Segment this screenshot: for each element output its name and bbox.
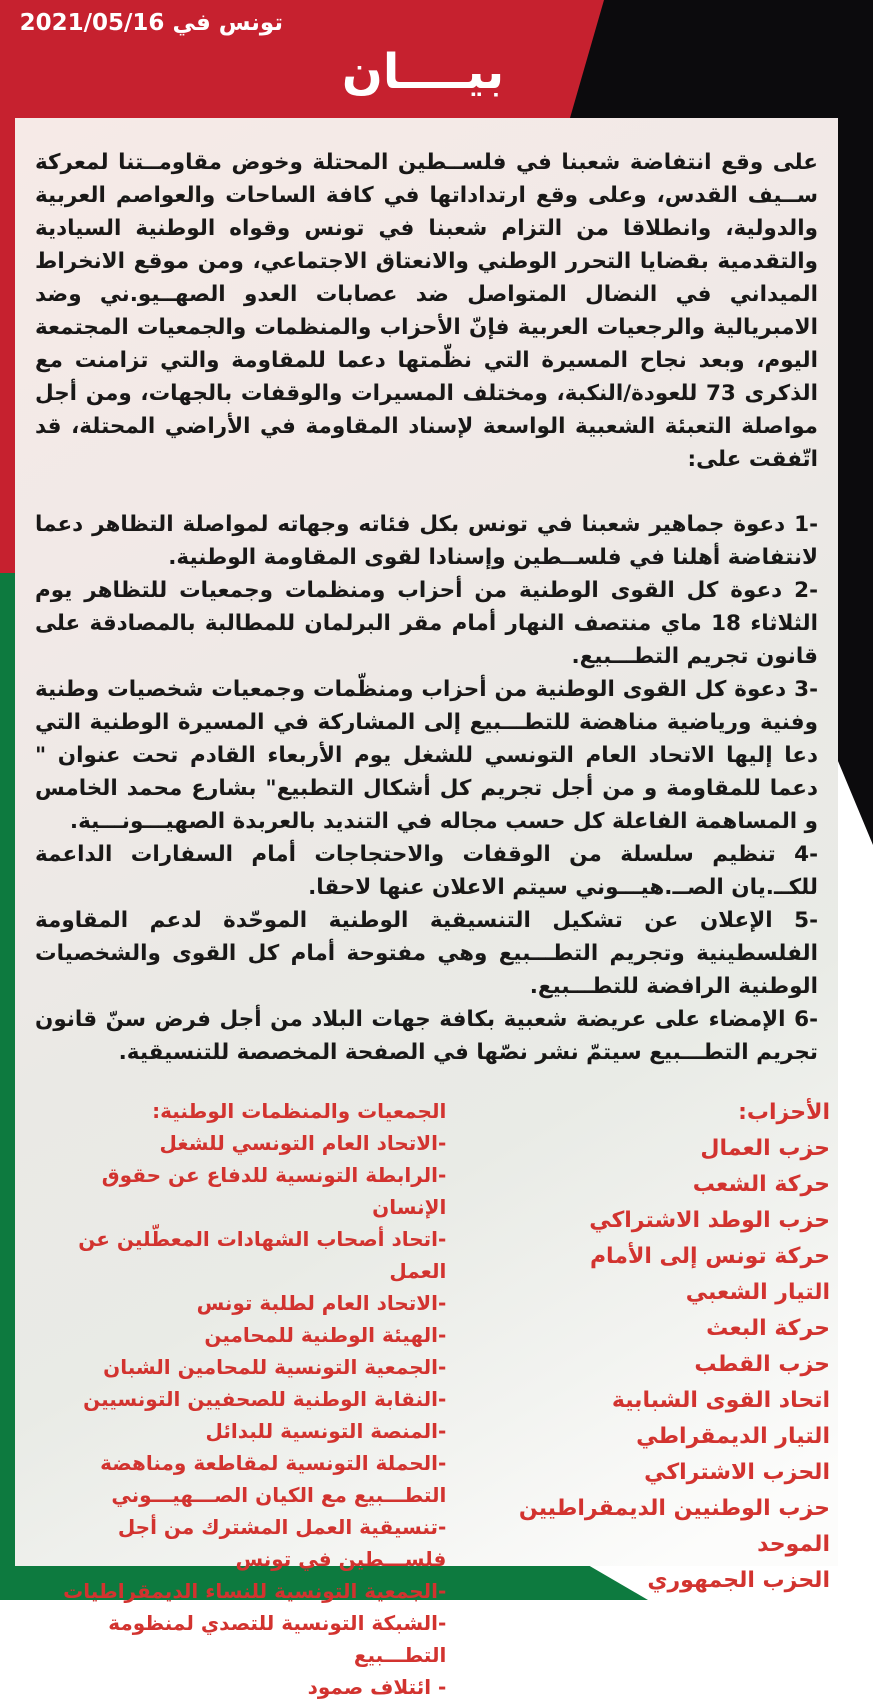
party-item: حزب الوطنيين الديمقراطيين الموحد bbox=[518, 1496, 830, 1557]
statement-point-2: -2 دعوة كل القوى الوطنية من أحزاب ومنظمات وجمعيات للتظاهر يوم الثلاثاء 18 ماي منتصف النهار أمام مقر البرلمان للمطالبة بالمصادقة على قانون تجريم التطـــبيع. bbox=[35, 578, 818, 669]
organization-item: -الهيئة الوطنية للمحامين bbox=[204, 1323, 447, 1347]
organization-item: -الحملة التونسية لمقاطعة ومناهضة التطـــبيع مع الكيان الصـــهيـــوني bbox=[100, 1451, 447, 1507]
party-item: حزب العمال bbox=[700, 1136, 830, 1161]
organization-item: -الاتحاد العام لطلبة تونس bbox=[196, 1291, 447, 1315]
organization-item: -الجمعية التونسية للمحامين الشبان bbox=[103, 1355, 447, 1379]
statement-point-3: -3 دعوة كل القوى الوطنية من أحزاب ومنظّمات وجمعيات شخصيات وطنية وفنية ورياضية مناهضة للتطـــبيع إلى المشاركة في المسيرة الوطنية التي دعا إليها الاتحاد العام التونسي للشغل يوم الأربعاء القادم تحت عنوان " دعما للمقاومة و من أجل تجريم كل أشكال التطبيع" بشارع محمد الخامس و المساهمة الفاعلة كل حسب مجاله في التنديد بالعربدة الصهيـــونـــية. bbox=[35, 677, 818, 834]
intro-paragraph: على وقع انتفاضة شعبنا في فلســطين المحتلة وخوض مقاومــتنا لمعركة ســيف القدس، وعلى وقع ارتداداتها في كافة الساحات والعواصم العربية والدولية، وانطلاقا من التزام شعبنا في تونس وقواه الوطنية السيادية والتقدمية بقضايا التحرر الوطني والانعتاق الاجتماعي، ومن موقع الانخراط الميداني في النضال المتواصل ضد عصابات العدو الصهــيو.ني وضد الامبريالية والرجعيات العربية فإنّ الأحزاب والمنظمات والجمعيات المجتمعة اليوم، وبعد نجاح المسيرة التي نظّمتها دعما للمقاومة والتي تزامنت مع الذكرى 73 للعودة/النكبة، ومختلف المسيرات والوقفات بالجهات، ومن أجل مواصلة التعبئة الشعبية الواسعة لإسناد المقاومة في الأراضي المحتلة، قد اتّفقت على: bbox=[35, 150, 818, 472]
organizations-heading: الجمعيات والمنظمات الوطنية: bbox=[152, 1099, 447, 1123]
party-item: حزب القطب bbox=[694, 1352, 830, 1377]
organization-item: -الشبكة التونسية للتصدي لمنظومة التطـــبيع bbox=[108, 1611, 447, 1667]
party-item: اتحاد القوى الشبابية bbox=[611, 1388, 830, 1413]
statement-panel bbox=[15, 118, 838, 1699]
statement-title: بيــــان bbox=[341, 44, 505, 100]
organizations-column bbox=[35, 1095, 446, 1703]
organization-item: -الرابطة التونسية للدفاع عن حقوق الإنسان bbox=[101, 1163, 447, 1219]
party-item: حركة الشعب bbox=[692, 1172, 830, 1197]
party-item: حركة البعث bbox=[706, 1316, 830, 1341]
organization-item: - ائتلاف صمود bbox=[307, 1675, 447, 1699]
organization-item: -المنصة التونسية للبدائل bbox=[205, 1419, 447, 1443]
organization-item: -اتحاد أصحاب الشهادات المعطّلين عن العمل bbox=[78, 1227, 447, 1283]
flag-green-stripe bbox=[0, 573, 15, 1600]
party-item: حزب الوطد الاشتراكي bbox=[589, 1208, 830, 1233]
parties-heading: الأحزاب: bbox=[738, 1100, 830, 1125]
organization-item: -النقابة الوطنية للصحفيين التونسيين bbox=[83, 1387, 447, 1411]
parties-column bbox=[446, 1095, 830, 1703]
date-line: تونس في 2021/05/16 bbox=[19, 10, 283, 36]
signatories-section bbox=[35, 1095, 830, 1703]
organization-item: -الاتحاد العام التونسي للشغل bbox=[159, 1131, 447, 1155]
statement-point-1: -1 دعوة جماهير شعبنا في تونس بكل فئاته وجهاته لمواصلة التظاهر دعما لانتفاضة أهلنا في فلســطين وإسنادا لقوى المقاومة الوطنية. bbox=[35, 512, 818, 570]
party-item: التيار الديمقراطي bbox=[636, 1424, 830, 1449]
party-item: الحزب الاشتراكي bbox=[644, 1460, 830, 1485]
statement-point-5: -5 الإعلان عن تشكيل التنسيقية الوطنية الموحّدة لدعم المقاومة الفلسطينية وتجريم التطـــبيع وهي مفتوحة أمام كل القوى والشخصيات الوطنية الرافضة للتطـــبيع. bbox=[35, 908, 818, 999]
statement-point-4: -4 تنظيم سلسلة من الوقفات والاحتجاجات أمام السفارات الداعمة للكــ.يان الصــ.هيـــوني سيتم الاعلان عنها لاحقا. bbox=[35, 842, 818, 900]
party-item: الحزب الجمهوري bbox=[647, 1568, 830, 1593]
statement-point-6: -6 الإمضاء على عريضة شعبية بكافة جهات البلاد من أجل فرض سنّ قانون تجريم التطـــبيع سيتمّ نشر نصّها في الصفحة المخصصة للتنسيقية. bbox=[35, 1007, 818, 1065]
party-item: التيار الشعبي bbox=[685, 1280, 830, 1305]
organization-item: -الجمعية التونسية للنساء الديمقراطيات bbox=[63, 1579, 447, 1603]
party-item: حركة تونس إلى الأمام bbox=[589, 1244, 830, 1269]
organization-item: -تنسيقية العمل المشترك من أجل فلســـطين في تونس bbox=[117, 1515, 447, 1571]
statement-points bbox=[35, 508, 818, 1069]
